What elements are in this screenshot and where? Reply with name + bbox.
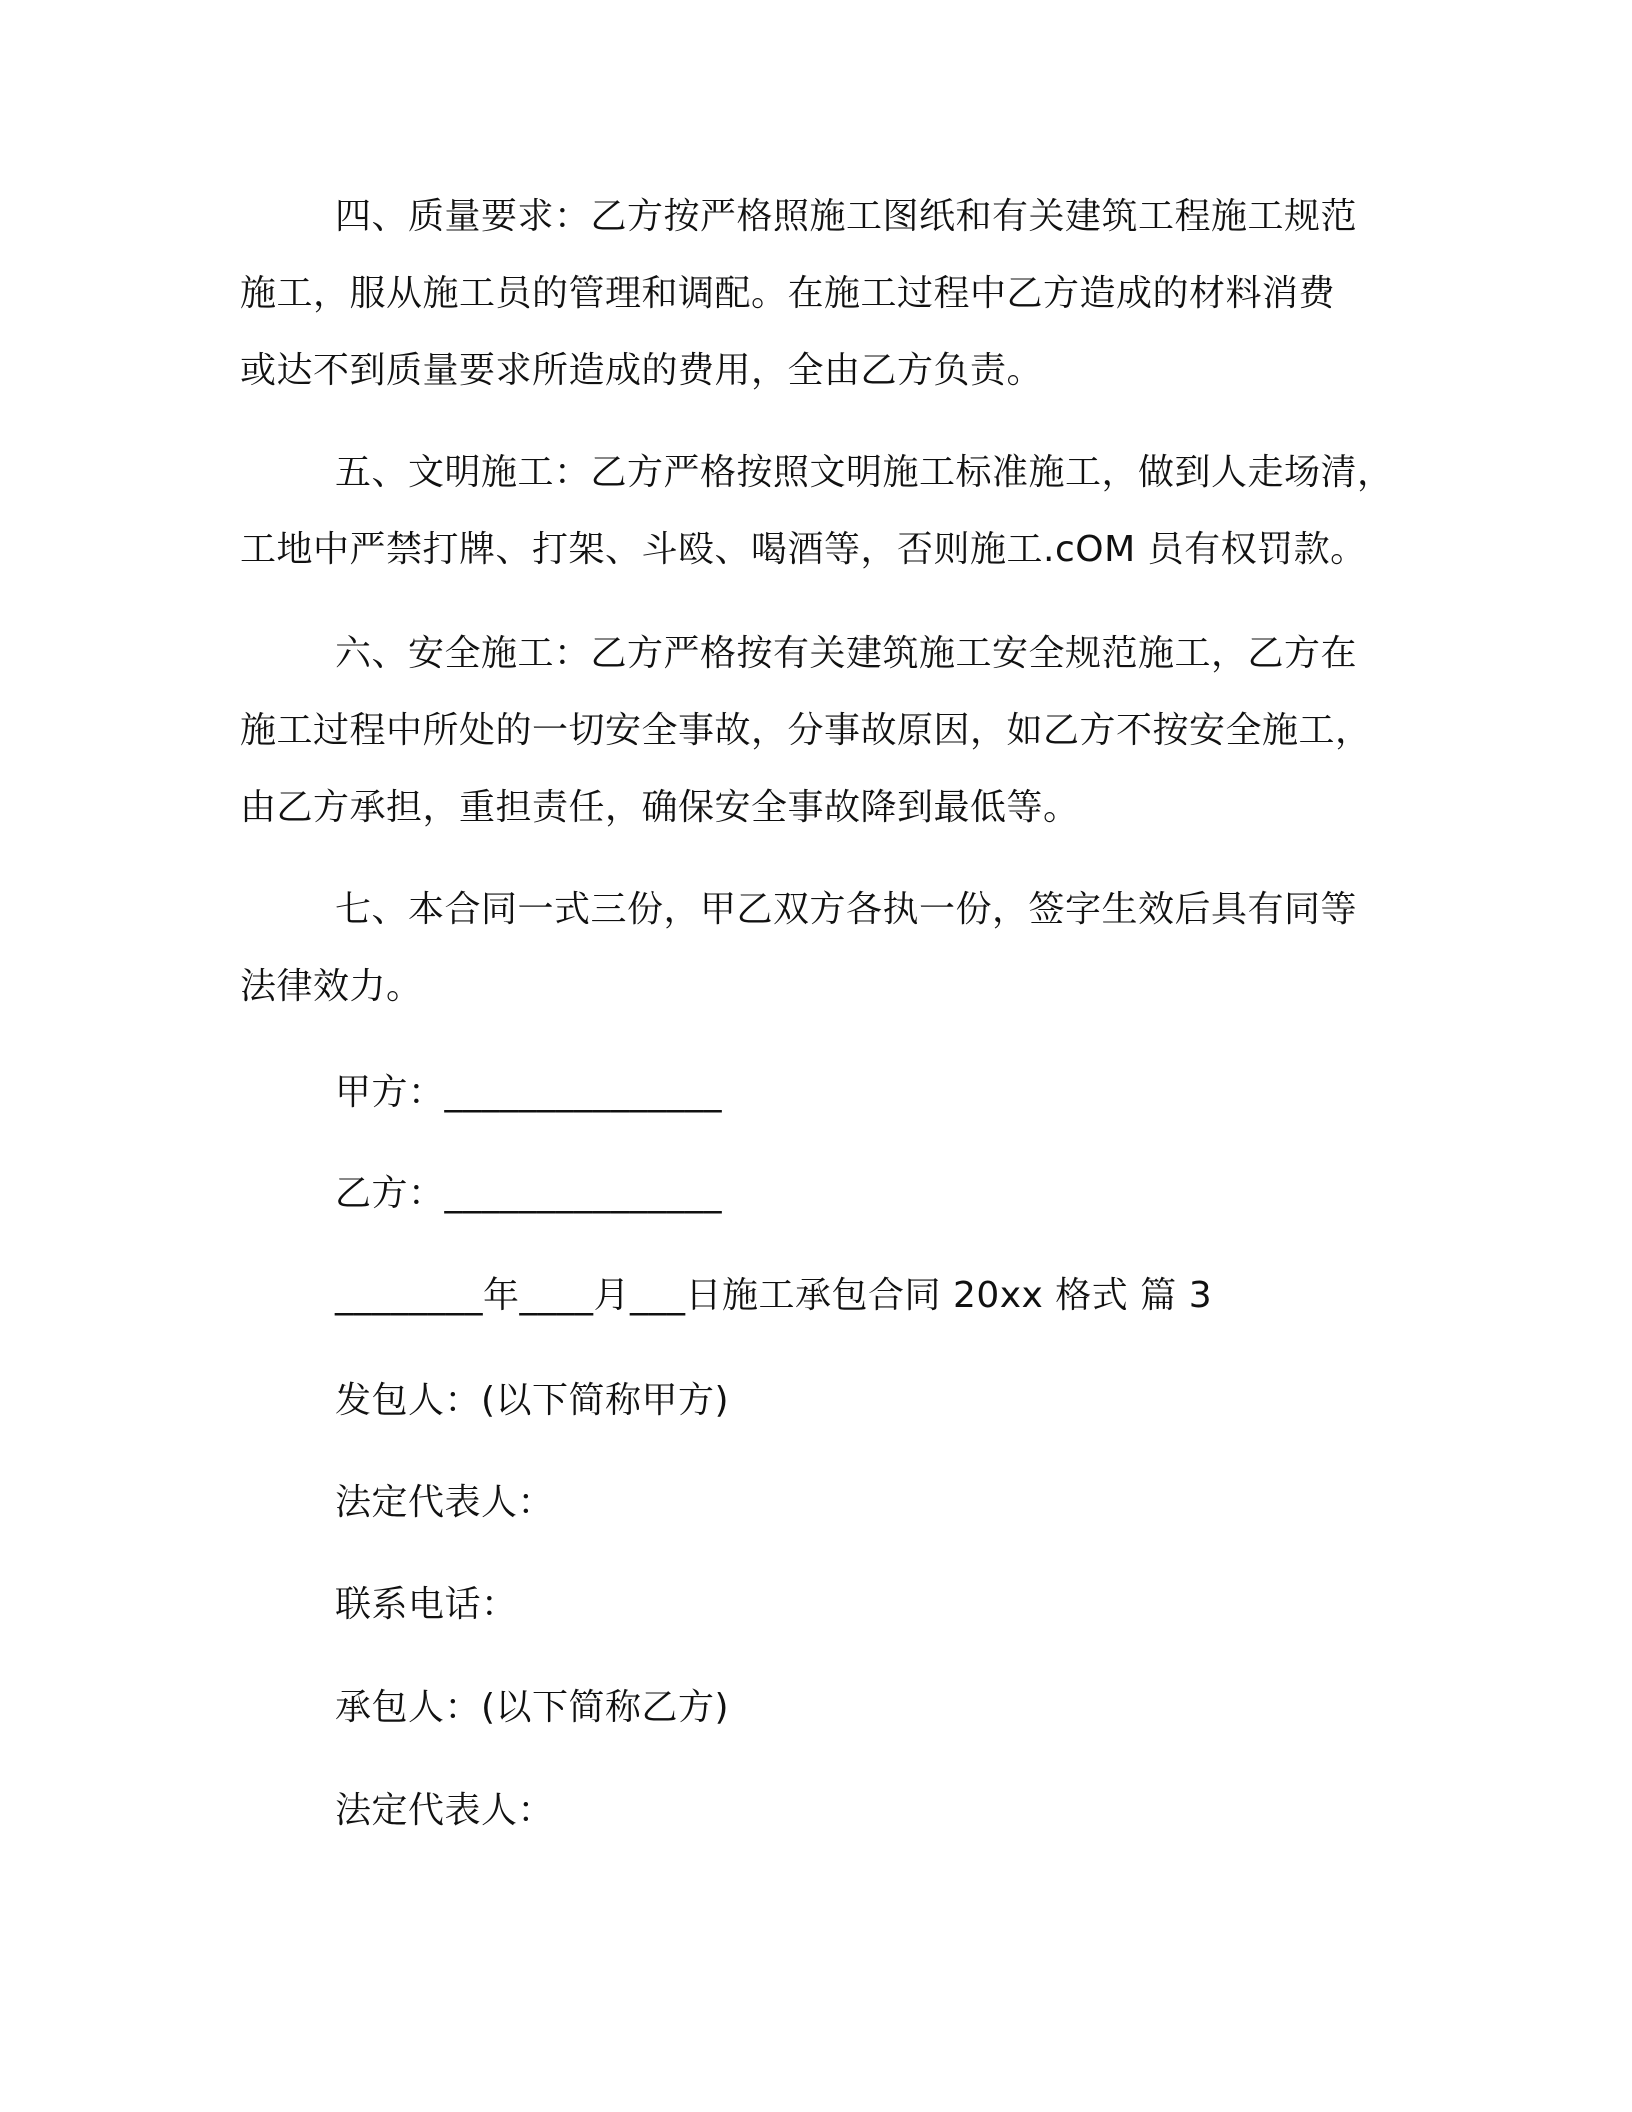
contractor-legal-rep: 法定代表人： <box>335 1790 555 1831</box>
clause-safety-line-3: 由乙方承担，重担责任，确保安全事故降到最低等。 <box>240 787 1080 828</box>
clause-copies-line-1: 七、本合同一式三份，甲乙双方各执一份，签字生效后具有同等 <box>335 889 1358 930</box>
clause-quality-line-1: 四、质量要求：乙方按严格照施工图纸和有关建筑工程施工规范 <box>335 196 1358 237</box>
clause-copies-line-2: 法律效力。 <box>240 966 423 1007</box>
contractor-line: 承包人：(以下简称乙方) <box>335 1687 730 1728</box>
employer-line: 发包人：(以下简称甲方) <box>335 1380 730 1421</box>
clause-safety <box>240 615 1400 846</box>
clause-quality-line-3: 或达不到质量要求所造成的费用，全由乙方负责。 <box>240 350 1044 391</box>
party-b-signature: 乙方：_______________ <box>335 1173 723 1214</box>
date-and-heading: ________年____月___日施工承包合同 20xx 格式 篇 3 <box>335 1275 1213 1316</box>
clause-civilized-line-1: 五、文明施工：乙方严格按照文明施工标准施工，做到人走场清， <box>335 452 1394 493</box>
clause-civilized-construction <box>240 434 1400 588</box>
clause-copies <box>240 871 1400 1025</box>
contact-phone: 联系电话： <box>335 1584 518 1625</box>
party-a-signature: 甲方：_______________ <box>335 1072 723 1113</box>
clause-civilized-line-2: 工地中严禁打牌、打架、斗殴、喝酒等，否则施工.cOM 员有权罚款。 <box>240 529 1367 570</box>
clause-quality <box>240 178 1400 409</box>
employer-legal-rep: 法定代表人： <box>335 1482 555 1523</box>
clause-safety-line-2: 施工过程中所处的一切安全事故，分事故原因，如乙方不按安全施工， <box>240 710 1372 751</box>
clause-quality-line-2: 施工，服从施工员的管理和调配。在施工过程中乙方造成的材料消费 <box>240 273 1336 314</box>
clause-safety-line-1: 六、安全施工：乙方严格按有关建筑施工安全规范施工，乙方在 <box>335 633 1358 674</box>
